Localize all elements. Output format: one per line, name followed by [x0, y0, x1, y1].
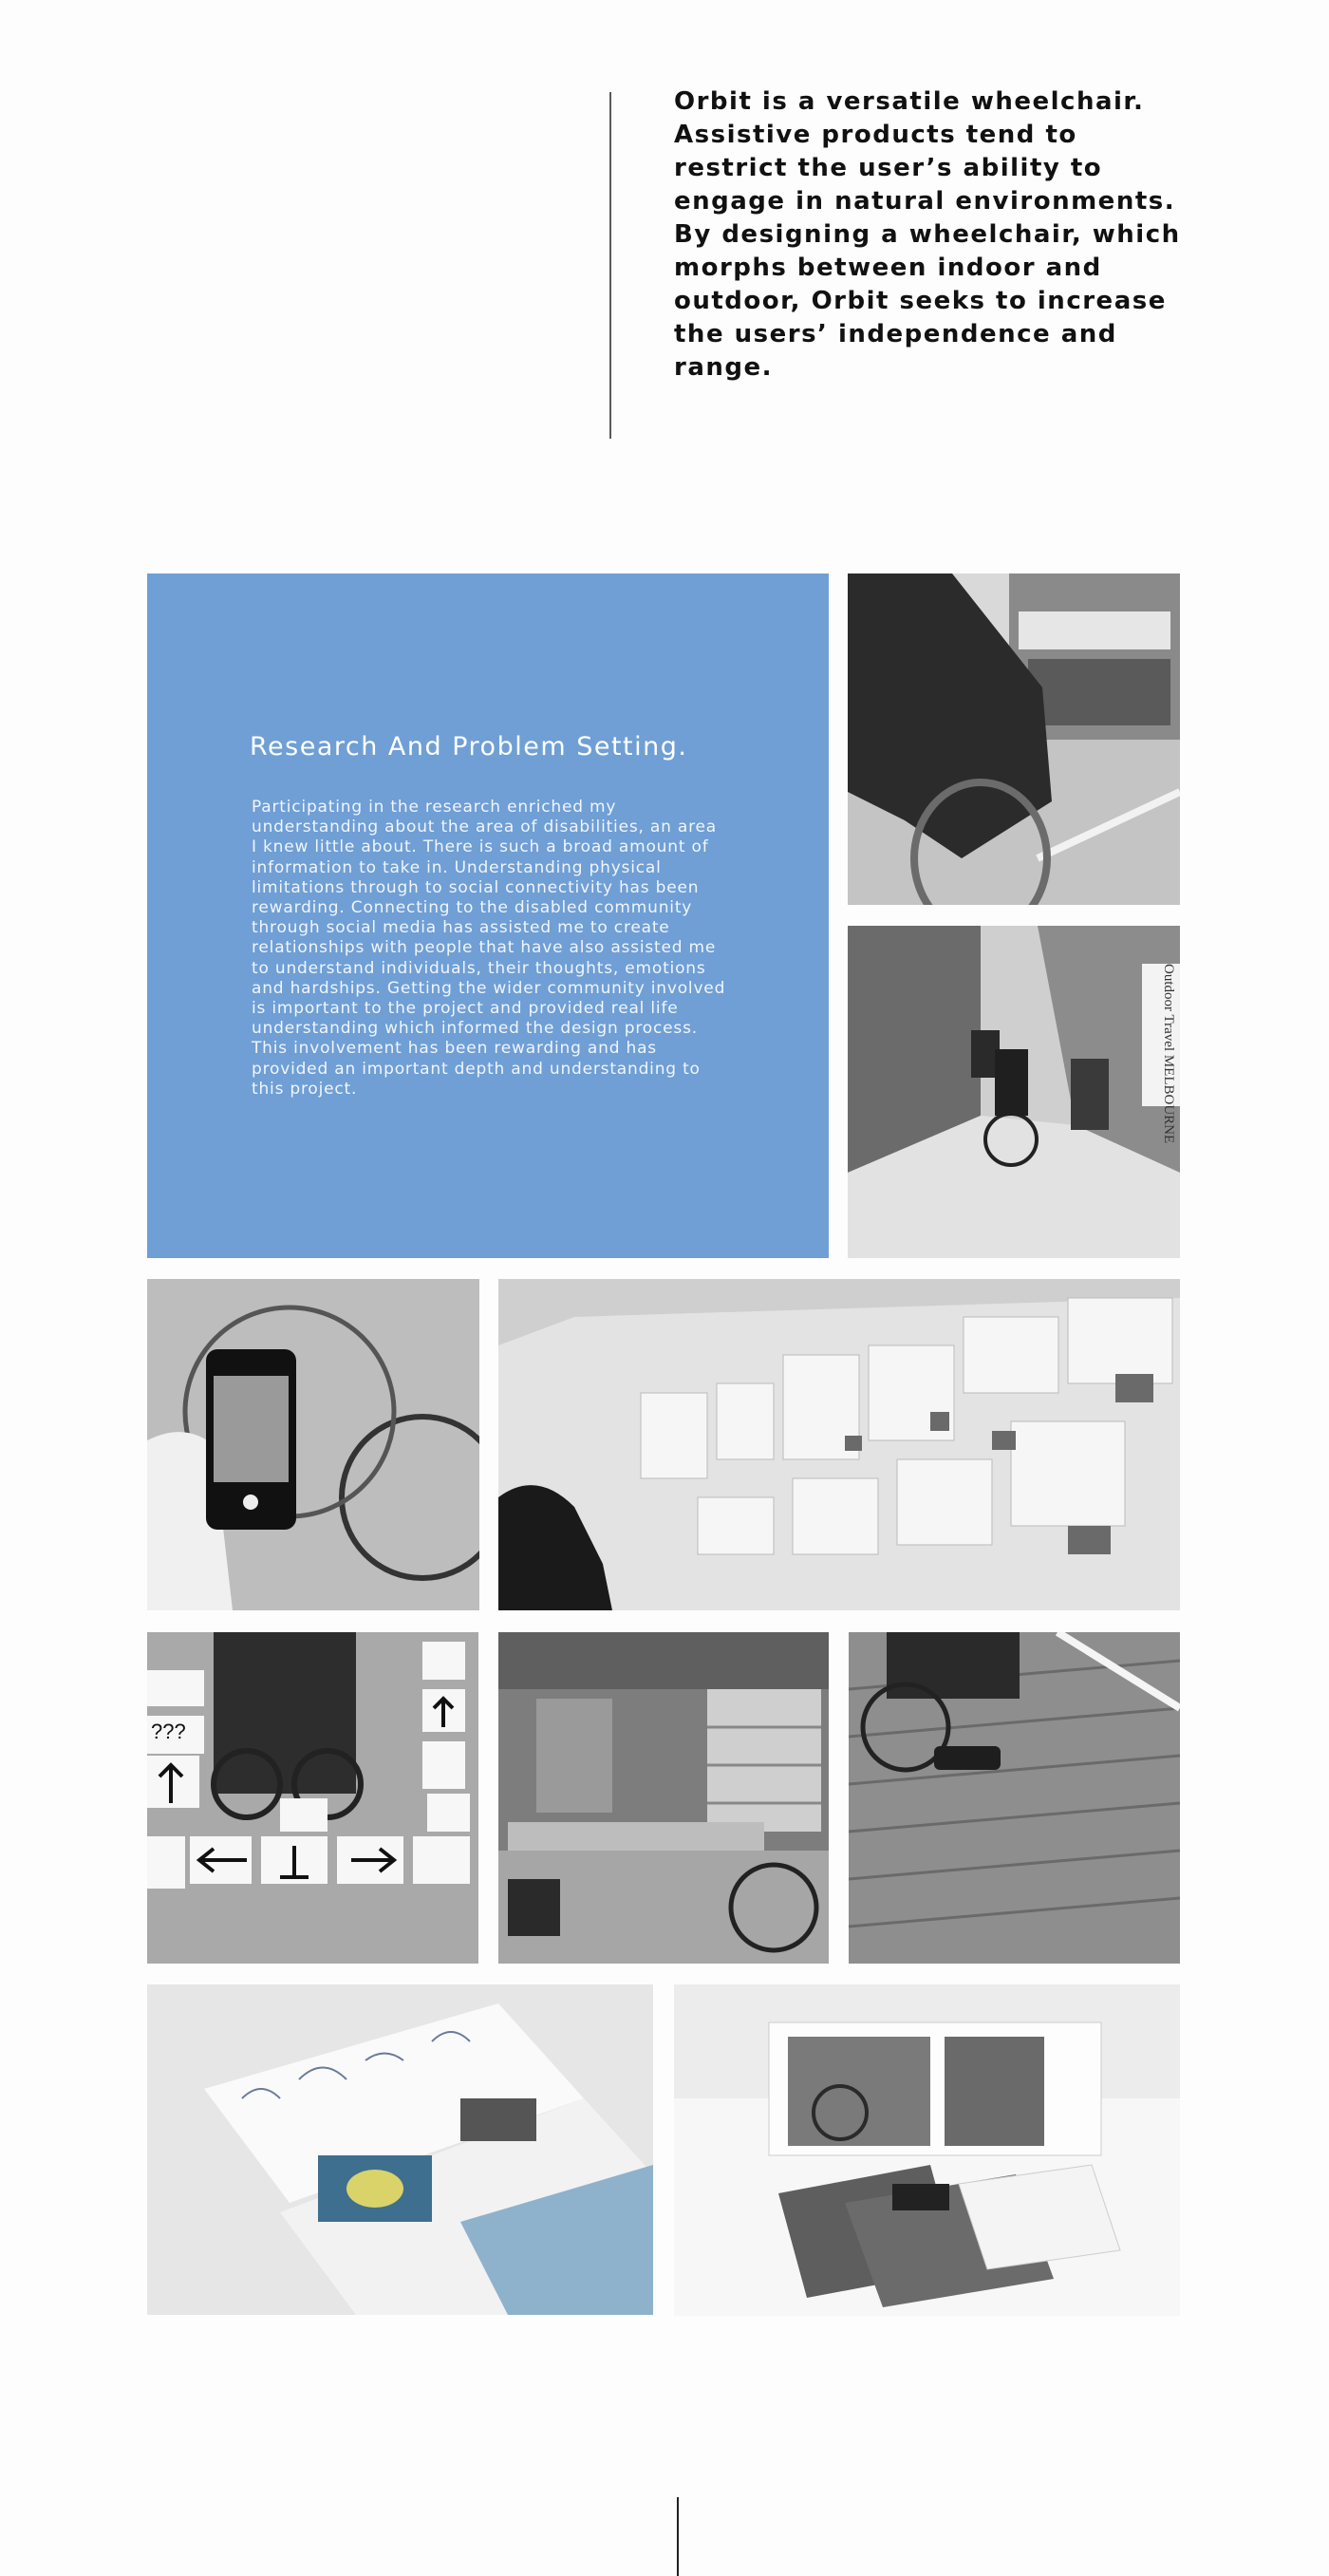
photo-laneway-wheelchair [848, 926, 1180, 1258]
intro-divider-line [609, 92, 611, 439]
street-sign-text: Outdoor Travel MELBOURNE [1161, 964, 1176, 1144]
photo-boardwalk [849, 1632, 1180, 1964]
bottom-divider-line [677, 2497, 679, 2576]
floor-tile-text: ??? [151, 1720, 186, 1743]
photo-sketchbook [147, 1984, 653, 2315]
photo-floor-arrows [147, 1632, 478, 1964]
photo-workshop [498, 1632, 829, 1964]
research-body: Participating in the research enriched my understanding about the area of disabilities, an area I knew little about. There is such a broad amount of information to take in. Understanding physical limitations through to social connectivity has been rewarding. Connecting to the disabled community through social media has assisted me to create relationships with people that have also assisted me to understand individuals, their thoughts, emotions and hardships. Getting the wider community involved is important to the project and provided real life understanding which informed the design process. This involvement has been rewarding and has provided an important depth and understanding to this project. [252, 798, 726, 1099]
photo-wheelchair-tram [848, 573, 1180, 905]
photo-phone-bicycles [147, 1279, 479, 1610]
research-panel [147, 573, 829, 1258]
photo-printed-books [674, 1984, 1180, 2316]
intro-statement: Orbit is a versatile wheelchair. Assistive products tend to restrict the user’s ability to engage in natural environments. By designing a wheelchair, which morphs between indoor and outdoor, Orbit seeks to increase the users’ independence and range. [674, 87, 1181, 382]
research-heading: Research And Problem Setting. [250, 732, 688, 762]
photo-research-wall [498, 1279, 1180, 1610]
